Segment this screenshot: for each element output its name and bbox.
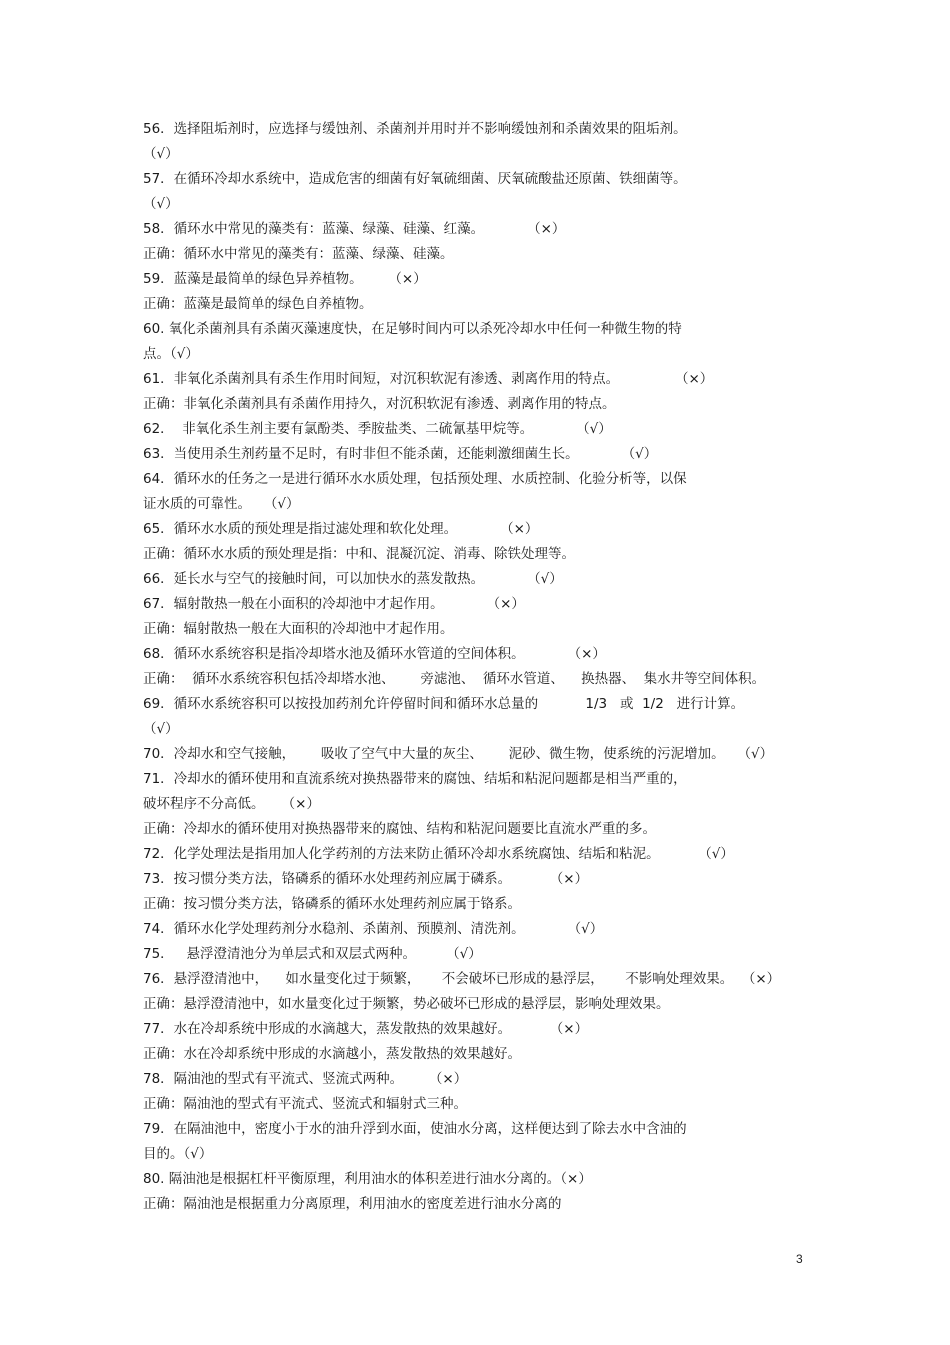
text-line: 80. 隔油池是根据杠杆平衡原理，利用油水的体积差进行油水分离的。（×）: [143, 1171, 592, 1187]
text-line: 正确：循环水水质的预处理是指：中和、混凝沉淀、消毒、除铁处理等。: [143, 546, 575, 562]
text-line: 目的。（√）: [143, 1146, 213, 1162]
text-line: 正确：悬浮澄清池中，如水量变化过于频繁，势必破坏已形成的悬浮层，影响处理效果。: [143, 996, 670, 1012]
text-line: 正确：辐射散热一般在大面积的冷却池中才起作用。: [143, 621, 454, 637]
text-line: 正确：冷却水的循环使用对换热器带来的腐蚀、结构和粘泥问题要比直流水严重的多。: [143, 821, 656, 837]
text-line: 正确：按习惯分类方法，铬磷系的循环水处理药剂应属于铬系。: [143, 896, 521, 912]
text-line: 78．隔油池的型式有平流式、竖流式两种。 （×）: [143, 1071, 468, 1087]
text-line: 69．循环水系统容积可以按投加药剂允许停留时间和循环水总量的 1/3 或 1/2 进行计算。: [143, 696, 745, 712]
text-line: 64．循环水的任务之一是进行循环水水质处理，包括预处理、水质控制、化验分析等，以保: [143, 471, 687, 487]
text-line: 77．水在冷却系统中形成的水滴越大，蒸发散热的效果越好。 （×）: [143, 1021, 589, 1037]
text-line: 正确：循环水中常见的藻类有：蓝藻、绿藻、硅藻。: [143, 246, 454, 262]
text-line: 63．当使用杀生剂药量不足时，有时非但不能杀菌，还能刺激细菌生长。 （√）: [143, 446, 658, 462]
text-line: 61．非氧化杀菌剂具有杀生作用时间短，对沉积软泥有渗透、剥离作用的特点。 （×）: [143, 371, 714, 387]
text-line: 正确：水在冷却系统中形成的水滴越小，蒸发散热的效果越好。: [143, 1046, 521, 1062]
text-line: 70．冷却水和空气接触， 吸收了空气中大量的灰尘、 泥砂、微生物，使系统的污泥增加。 （√）: [143, 746, 774, 762]
text-line: 68．循环水系统容积是指冷却塔水池及循环水管道的空间体积。 （×）: [143, 646, 606, 662]
text-line: 56．选择阻垢剂时，应选择与缓蚀剂、杀菌剂并用时并不影响缓蚀剂和杀菌效果的阻垢剂。: [143, 121, 687, 137]
text-line: 正确：隔油池的型式有平流式、竖流式和辐射式三种。: [143, 1096, 467, 1112]
text-line: （√）: [143, 721, 179, 737]
text-line: （√）: [143, 146, 179, 162]
text-line: 76．悬浮澄清池中， 如水量变化过于频繁， 不会破坏已形成的悬浮层， 不影响处理效果。 （×）: [143, 971, 781, 987]
text-line: 66．延长水与空气的接触时间，可以加快水的蒸发散热。 （√）: [143, 571, 563, 587]
page-number: 3: [796, 1252, 803, 1266]
text-line: 正确：蓝藻是最简单的绿色自养植物。: [143, 296, 373, 312]
text-line: 60. 氧化杀菌剂具有杀菌灭藻速度快，在足够时间内可以杀死冷却水中任何一种微生物的特: [143, 321, 682, 337]
text-line: 58．循环水中常见的藻类有：蓝藻、绿藻、硅藻、红藻。 （×）: [143, 221, 566, 237]
text-line: 59．蓝藻是最简单的绿色异养植物。 （×）: [143, 271, 427, 287]
text-line: 点。（√）: [143, 346, 199, 362]
text-line: 62． 非氧化杀生剂主要有氯酚类、季胺盐类、二硫氰基甲烷等。 （√）: [143, 421, 612, 437]
text-line: 67．辐射散热一般在小面积的冷却池中才起作用。 （×）: [143, 596, 525, 612]
document-body: [143, 117, 813, 1217]
text-line: 79．在隔油池中，密度小于水的油升浮到水面，使油水分离，这样便达到了除去水中含油的: [143, 1121, 687, 1137]
text-line: 正确： 循环水系统容积包括冷却塔水池、 旁滤池、 循环水管道、 换热器、 集水井等空间体积。: [143, 671, 766, 687]
text-line: 75． 悬浮澄清池分为单层式和双层式两种。 （√）: [143, 946, 482, 962]
text-line: 正确：非氧化杀菌剂具有杀菌作用持久，对沉积软泥有渗透、剥离作用的特点。: [143, 396, 616, 412]
text-line: 破坏程序不分高低。 （×）: [143, 796, 320, 812]
text-line: 65．循环水水质的预处理是指过滤处理和软化处理。 （×）: [143, 521, 539, 537]
text-line: 72．化学处理法是指用加人化学药剂的方法来防止循环冷却水系统腐蚀、结垢和粘泥。 （√）: [143, 846, 734, 862]
text-line: 74．循环水化学处理药剂分水稳剂、杀菌剂、预膜剂、清洗剂。 （√）: [143, 921, 604, 937]
text-line: 71．冷却水的循环使用和直流系统对换热器带来的腐蚀、结垢和粘泥问题都是相当严重的，: [143, 771, 687, 787]
text-line: 证水质的可靠性。 （√）: [143, 496, 300, 512]
text-line: （√）: [143, 196, 179, 212]
text-line: 57．在循环冷却水系统中，造成危害的细菌有好氧硫细菌、厌氧硫酸盐还原菌、铁细菌等。: [143, 171, 687, 187]
text-line: 正确：隔油池是根据重力分离原理，利用油水的密度差进行油水分离的: [143, 1196, 562, 1212]
text-line: 73．按习惯分类方法，铬磷系的循环水处理药剂应属于磷系。 （×）: [143, 871, 589, 887]
